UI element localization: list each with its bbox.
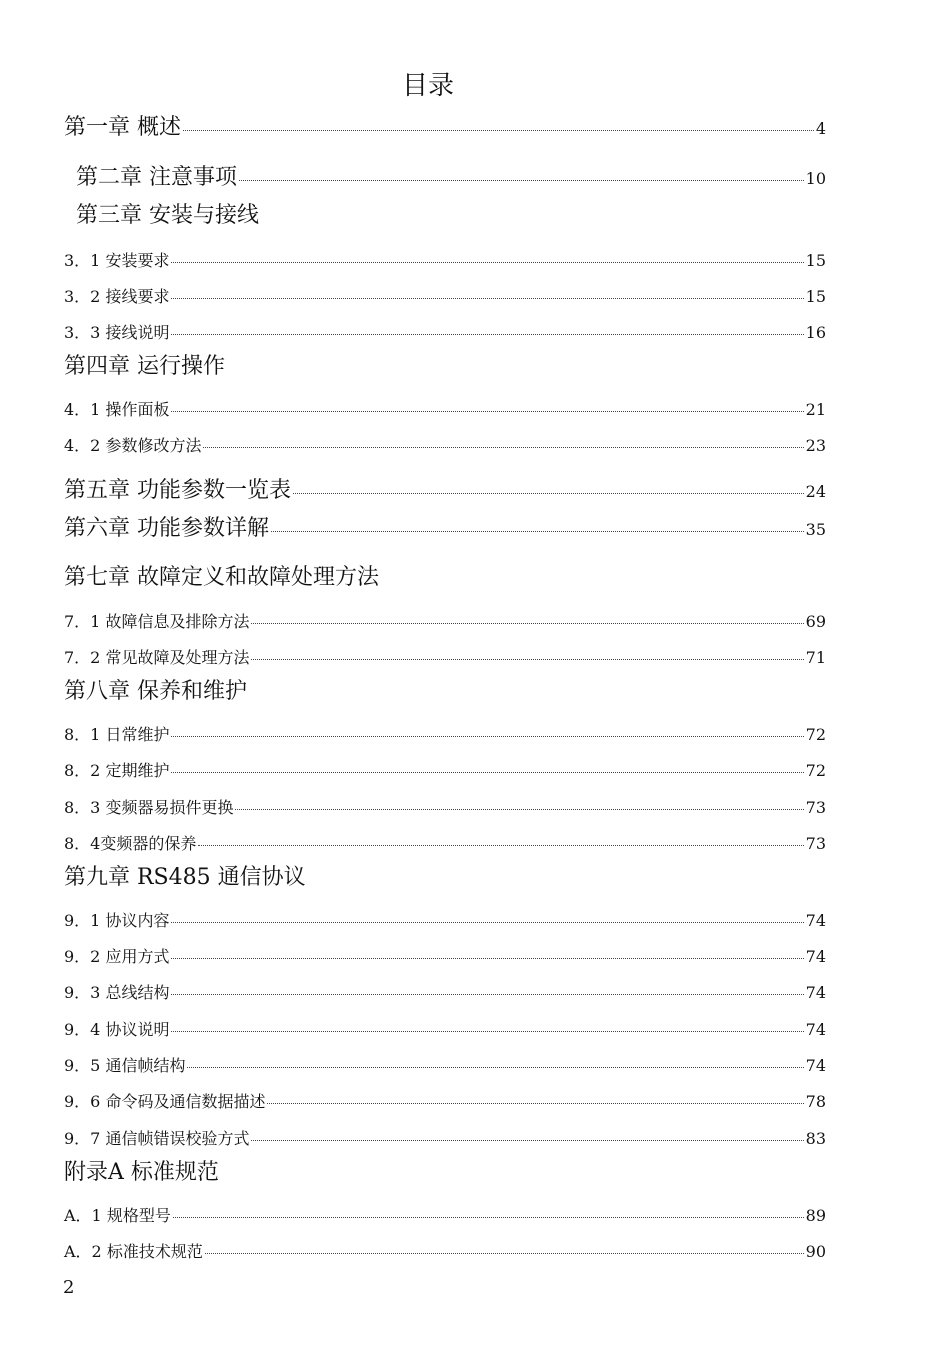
dot-leader (251, 659, 803, 660)
dot-leader (171, 736, 803, 737)
entry-label: 3．2 接线要求 (64, 287, 170, 306)
dot-leader (235, 809, 803, 810)
dot-leader (171, 994, 803, 995)
entry-label: 4．1 操作面板 (64, 400, 170, 419)
dot-leader (171, 1031, 803, 1032)
entry-label: 第二章 注意事项 (76, 165, 237, 190)
dot-leader (171, 262, 803, 263)
toc-entry-chapter-9[interactable] (64, 863, 826, 893)
entry-label: 第九章 RS485 通信协议 (64, 865, 306, 890)
toc-entry-9-2[interactable] (64, 945, 826, 969)
toc-entry-3-1[interactable] (64, 249, 826, 273)
entry-label: 附录A 标准规范 (64, 1160, 219, 1185)
entry-page: 72 (805, 761, 826, 780)
entry-page: 74 (805, 1020, 826, 1039)
dot-leader (183, 130, 814, 131)
entry-page: 74 (805, 947, 826, 966)
toc-entry-8-2[interactable] (64, 759, 826, 783)
entry-label: 3．3 接线说明 (64, 323, 170, 342)
entry-page: 90 (805, 1242, 826, 1261)
entry-page: 89 (805, 1206, 826, 1225)
dot-leader (267, 1103, 803, 1104)
toc-entry-9-5[interactable] (64, 1054, 826, 1078)
toc-entry-3-2[interactable] (64, 285, 826, 309)
entry-page: 74 (805, 911, 826, 930)
entry-label: 8．2 定期维护 (64, 761, 170, 780)
entry-page: 4 (815, 119, 826, 138)
entry-page: 35 (805, 520, 826, 539)
toc-entry-chapter-4[interactable] (64, 352, 826, 382)
entry-label: 9．3 总线结构 (64, 983, 170, 1002)
entry-page: 83 (805, 1129, 826, 1148)
toc-entry-chapter-7[interactable] (64, 563, 826, 593)
entry-page: 73 (805, 834, 826, 853)
entry-label: 第八章 保养和维护 (64, 679, 247, 704)
dot-leader (187, 1067, 803, 1068)
entry-label: 9．7 通信帧错误校验方式 (64, 1129, 250, 1148)
page-number: 2 (63, 1277, 75, 1298)
entry-page: 24 (805, 482, 826, 501)
dot-leader (203, 447, 803, 448)
entry-label: 4．2 参数修改方法 (64, 436, 202, 455)
toc-entry-9-6[interactable] (64, 1090, 826, 1114)
entry-page: 15 (805, 251, 826, 270)
dot-leader (251, 1140, 803, 1141)
toc-entry-9-1[interactable] (64, 909, 826, 933)
entry-label: 7．1 故障信息及排除方法 (64, 612, 250, 631)
toc-entry-3-3[interactable] (64, 321, 826, 345)
entry-label: 8．4变频器的保养 (64, 834, 197, 853)
toc-entry-9-3[interactable] (64, 981, 826, 1005)
entry-page: 15 (805, 287, 826, 306)
entry-label: A．1 规格型号 (64, 1206, 171, 1225)
dot-leader (251, 623, 803, 624)
toc-title: 目录 (401, 71, 454, 101)
entry-page: 71 (805, 648, 826, 667)
entry-page: 10 (805, 169, 826, 188)
entry-page: 21 (805, 400, 826, 419)
entry-page: 73 (805, 798, 826, 817)
entry-label: 第四章 运行操作 (64, 354, 225, 379)
entry-label: 第七章 故障定义和故障处理方法 (64, 565, 379, 590)
toc-entry-9-4[interactable] (64, 1018, 826, 1042)
entry-label: 8．3 变频器易损件更换 (64, 798, 234, 817)
entry-label: 9．4 协议说明 (64, 1020, 170, 1039)
toc-entry-8-1[interactable] (64, 723, 826, 747)
toc-entry-7-2[interactable] (64, 646, 826, 670)
entry-page: 78 (805, 1092, 826, 1111)
dot-leader (239, 180, 804, 181)
dot-leader (171, 958, 803, 959)
dot-leader (171, 922, 803, 923)
toc-entry-chapter-3[interactable] (76, 201, 826, 231)
toc-entry-chapter-1[interactable] (64, 113, 826, 144)
entry-page: 72 (805, 725, 826, 744)
dot-leader (293, 493, 804, 494)
toc-entry-chapter-2[interactable] (76, 163, 826, 194)
entry-label: 第三章 安装与接线 (76, 203, 259, 228)
toc-entry-7-1[interactable] (64, 610, 826, 634)
toc-entry-4-2[interactable] (64, 434, 826, 458)
entry-page: 74 (805, 983, 826, 1002)
entry-label: A．2 标准技术规范 (64, 1242, 203, 1261)
entry-label: 第一章 概述 (64, 115, 181, 140)
entry-label: 8．1 日常维护 (64, 725, 170, 744)
dot-leader (171, 772, 803, 773)
toc-entry-9-7[interactable] (64, 1127, 826, 1151)
toc-entry-8-3[interactable] (64, 796, 826, 820)
entry-label: 7．2 常见故障及处理方法 (64, 648, 250, 667)
entry-label: 第六章 功能参数详解 (64, 516, 269, 541)
dot-leader (171, 334, 803, 335)
entry-page: 23 (805, 436, 826, 455)
toc-entry-chapter-6[interactable] (64, 514, 826, 545)
entry-label: 9．1 协议内容 (64, 911, 170, 930)
toc-entry-a-2[interactable] (64, 1240, 826, 1264)
dot-leader (171, 411, 803, 412)
toc-entry-chapter-5[interactable] (64, 476, 826, 507)
dot-leader (271, 531, 804, 532)
toc-entry-appendix-a[interactable] (64, 1158, 826, 1188)
entry-label: 9．6 命令码及通信数据描述 (64, 1092, 266, 1111)
toc-entry-chapter-8[interactable] (64, 677, 826, 707)
entry-page: 69 (805, 612, 826, 631)
entry-label: 9．2 应用方式 (64, 947, 170, 966)
entry-label: 3．1 安装要求 (64, 251, 170, 270)
entry-label: 第五章 功能参数一览表 (64, 478, 291, 503)
dot-leader (171, 298, 803, 299)
toc-entry-a-1[interactable] (64, 1204, 826, 1228)
dot-leader (205, 1253, 804, 1254)
toc-entry-8-4[interactable] (64, 832, 826, 856)
toc-entry-4-1[interactable] (64, 398, 826, 422)
entry-page: 16 (805, 323, 826, 342)
dot-leader (198, 845, 803, 846)
entry-label: 9．5 通信帧结构 (64, 1056, 186, 1075)
entry-page: 74 (805, 1056, 826, 1075)
dot-leader (173, 1217, 804, 1218)
